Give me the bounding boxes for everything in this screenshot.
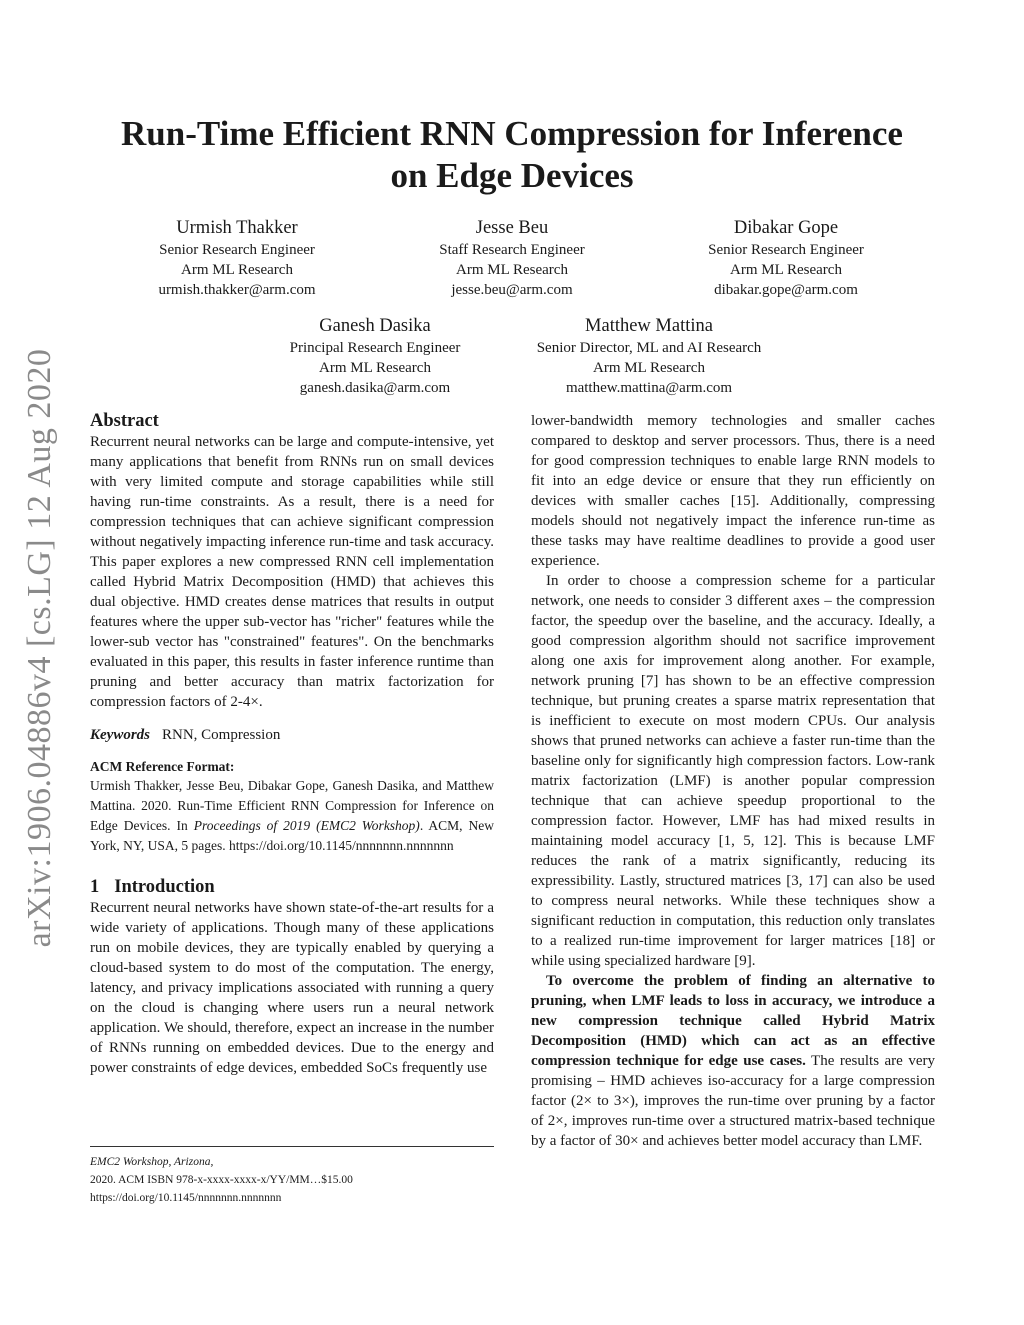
author-block-2 bbox=[367, 217, 657, 300]
author-role: Senior Research Engineer bbox=[708, 242, 864, 258]
contribution-results: The results are very promising – HMD achieves iso-accuracy for a large compression factor (2× to 3×), improves the run-time over pruning by a factor of 2×, improves run-time over a structured matrix-based technique by a factor of 30× and achieves better model accuracy than LMF. bbox=[531, 1053, 935, 1149]
author-email[interactable]: urmish.thakker@arm.com bbox=[158, 282, 316, 298]
section-number: 1 bbox=[90, 877, 100, 897]
footnote-isbn: 2020. ACM ISBN 978-x-xxxx-xxxx-x/YY/MM…$15.00 bbox=[90, 1174, 353, 1186]
author-affiliation: Arm ML Research bbox=[181, 262, 293, 278]
abstract-heading: Abstract bbox=[90, 411, 159, 431]
author-affiliation: Arm ML Research bbox=[456, 262, 568, 278]
intro-paragraph-3 bbox=[531, 971, 935, 1151]
author-block-4 bbox=[230, 315, 520, 398]
author-name: Ganesh Dasika bbox=[319, 316, 431, 336]
intro-paragraph-1: Recurrent neural networks have shown state-of-the-art results for a wide variety of applications. Though many of these applications run on mobile devices, they are typically enabled by querying a cloud-based system to do most of the computation. The energy, latency, and privacy implications associated with running a query on the cloud is changing where users run a neural network application. We should, therefore, expect an increase in the number of RNNs running on embedded devices. Due to the energy and power constraints of edge devices, embedded SoCs frequently use bbox=[90, 900, 494, 1076]
author-name: Matthew Mattina bbox=[585, 316, 713, 336]
author-role: Staff Research Engineer bbox=[439, 242, 585, 258]
keywords-label: Keywords bbox=[90, 727, 150, 743]
paper-title bbox=[90, 113, 934, 197]
intro-paragraph-2: In order to choose a compression scheme for a particular network, one needs to consider 3 different axes – the compression factor, the speedup over the baseline, and the accuracy. Ideally, a good compression algorithm should not sacrifice improvement along one axis for improvement along another. For example, network pruning [7] has shown to be an effective compression technique, but pruning creates a sparse matrix representation that is inefficient to execute on most modern CPUs. Our analysis shows that pruned networks can achieve a faster run-time than the baseline only for significantly high compression factors. Low-rank matrix factorization (LMF) is another popular compression technique that can achieve speedup proportional to the compression factor. However, LMF has had mixed results in maintaining model accuracy [1, 5, 12]. This is because LMF reduces the rank of a matrix significantly, reducing its expressibility. Lastly, structured matrices [3, 17] can also be used to compress neural networks. While these techniques show a significant reduction in computation, this reduction only translates to a realized run-time improvement for larger matrices [18] or while using specialized hardware [9]. bbox=[531, 573, 935, 969]
author-name: Urmish Thakker bbox=[176, 218, 298, 238]
intro-paragraph-1-continued: lower-bandwidth memory technologies and smaller caches compared to desktop and server processors. Thus, there is a need for good compression techniques to enable large RNN models to fit into an edge device or ensure that they run efficiently on devices with smaller caches [15]. Additionally, compressing models should not negatively impact the inference run-time as these tasks may have realtime deadlines to provide a good user experience. bbox=[531, 413, 935, 569]
abstract-text: Recurrent neural networks can be large and compute-intensive, yet many applications that benefit from RNNs run on small devices with very limited compute and storage capabilities while still having run-time constraints. As a result, there is a need for compression techniques that can achieve significant compression without negatively impacting inference run-time and task accuracy. This paper explores a new compressed RNN cell implementation called Hybrid Matrix Decomposition (HMD) that achieves this dual objective. HMD creates dense matrices that results in output features where the upper sub-vector has "richer" features while the lower-sub vector has "constrained" features". On the benchmarks evaluated in this paper, this results in faster inference runtime than pruning and better accuracy than matrix factorization for compression factors of 2-4×. bbox=[90, 434, 494, 710]
copyright-footnote bbox=[90, 1146, 494, 1207]
author-role: Principal Research Engineer bbox=[289, 340, 461, 356]
acm-reference-part-1: Urmish Thakker, Jesse Beu, Dibakar Gope, Ganesh Dasika, and Matthew Mattina. 2020. Run-Time Efficient RNN Compression for Inference on Edge Devices. In bbox=[90, 778, 494, 833]
introduction-heading bbox=[90, 876, 494, 898]
author-role: Senior Director, ML and AI Research bbox=[536, 340, 762, 356]
author-email[interactable]: jesse.beu@arm.com bbox=[451, 282, 573, 298]
author-block-1 bbox=[92, 217, 382, 300]
author-affiliation: Arm ML Research bbox=[730, 262, 842, 278]
contribution-statement: To overcome the problem of finding an alternative to pruning, when LMF leads to loss in accuracy, we introduce a new compression technique called Hybrid Matrix Decomposition (HMD) which can act as an effective compression technique for edge use cases. bbox=[531, 973, 935, 1069]
author-affiliation: Arm ML Research bbox=[593, 360, 705, 376]
author-email[interactable]: dibakar.gope@arm.com bbox=[714, 282, 858, 298]
author-email[interactable]: matthew.mattina@arm.com bbox=[565, 380, 733, 396]
keywords-line bbox=[90, 725, 494, 745]
title-line-1: Run-Time Efficient RNN Compression for Inference bbox=[121, 114, 903, 153]
author-block-5 bbox=[504, 315, 794, 398]
acm-reference-text bbox=[90, 776, 494, 856]
footnote-doi[interactable]: https://doi.org/10.1145/nnnnnnn.nnnnnnn bbox=[90, 1192, 282, 1204]
author-name: Jesse Beu bbox=[475, 218, 549, 238]
acm-reference-label: ACM Reference Format: bbox=[90, 759, 235, 774]
right-column bbox=[531, 411, 935, 1151]
author-name: Dibakar Gope bbox=[733, 218, 839, 238]
author-block-3 bbox=[641, 217, 931, 300]
acm-reference-venue: Proceedings of 2019 (EMC2 Workshop) bbox=[193, 818, 420, 833]
acm-reference-part-2: . ACM, New York, NY, USA, 5 pages. https://doi.org/10.1145/nnnnnnn.nnnnnnn bbox=[90, 818, 494, 853]
author-role: Senior Research Engineer bbox=[159, 242, 315, 258]
left-column bbox=[90, 410, 494, 1078]
title-line-2: on Edge Devices bbox=[390, 156, 634, 195]
author-affiliation: Arm ML Research bbox=[319, 360, 431, 376]
arxiv-id-text: arXiv:1906.04886v4 [cs.LG] 12 Aug 2020 bbox=[21, 348, 58, 947]
section-title: Introduction bbox=[114, 877, 215, 897]
arxiv-identifier-stamp bbox=[14, 350, 66, 945]
footnote-venue: EMC2 Workshop, Arizona, bbox=[90, 1156, 214, 1168]
keywords-text: RNN, Compression bbox=[162, 727, 281, 743]
author-email[interactable]: ganesh.dasika@arm.com bbox=[299, 380, 451, 396]
